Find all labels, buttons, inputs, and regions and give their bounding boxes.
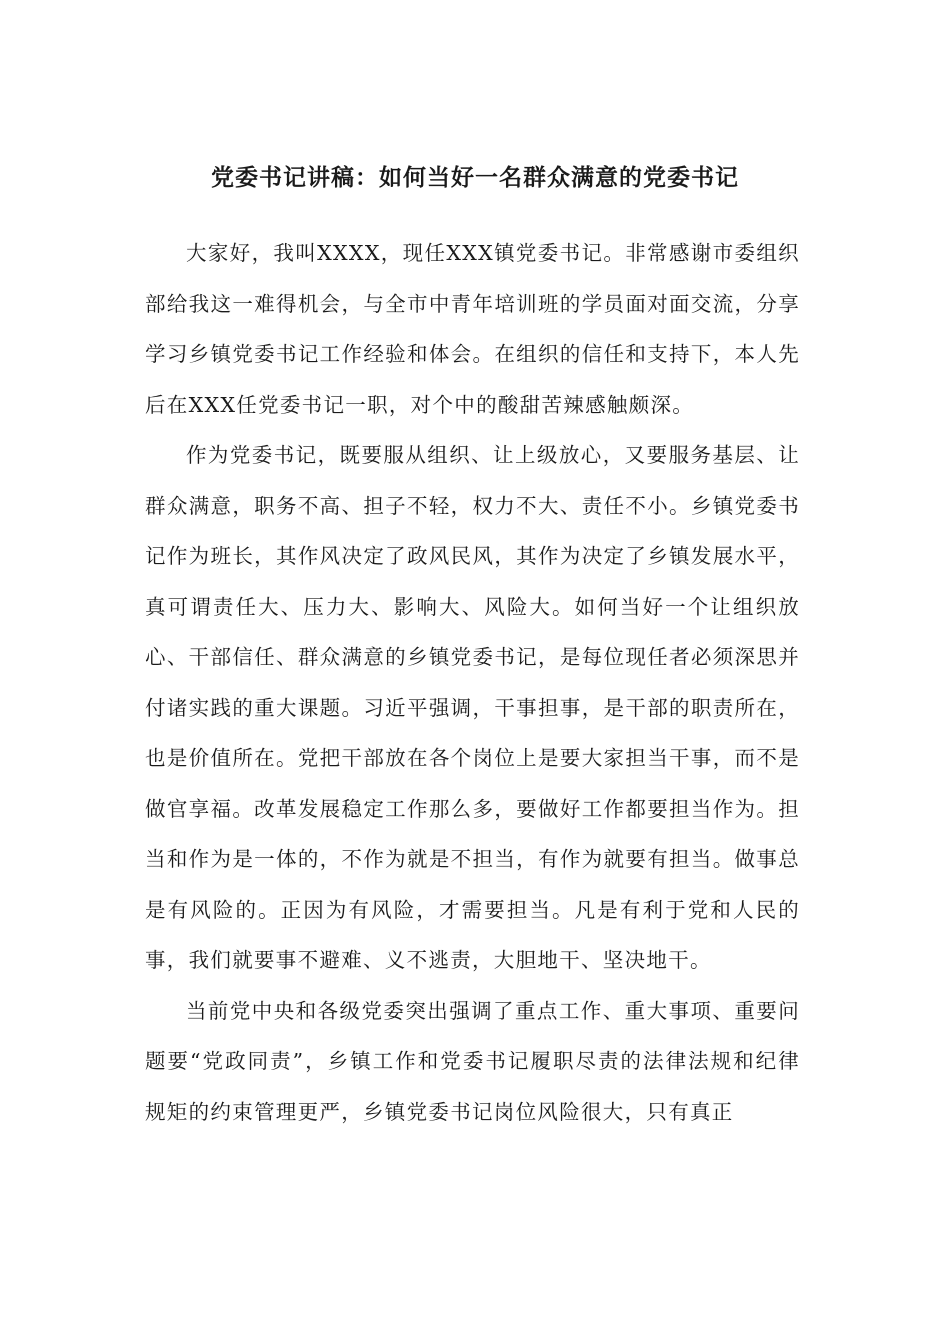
page-title: 党委书记讲稿：如何当好一名群众满意的党委书记 xyxy=(211,164,739,191)
paragraph-role: 作为党委书记，既要服从组织、让上级放心，又要服务基层、让群众满意，职务不高、担子不轻，权力不大、责任不小。乡镇党委书记作为班长，其作风决定了政风民风，其作为决定了乡镇发展水平，真可谓责任大、压力大、影响大、风险大。如何当好一个让组织放心、干部信任、群众满意的乡镇党委书记，是每位现任者必须深思并付诸实践的重大课题。习近平强调，干事担事，是干部的职责所在，也是价值所在。党把干部放在各个岗位上是要大家担当干事，而不是做官享福。改革发展稳定工作那么多，要做好工作都要担当作为。担当和作为是一体的，不作为就是不担当，有作为就要有担当。做事总是有风险的。正因为有风险，才需要担当。凡是有利于党和人民的事，我们就要事不避难、义不逃责，大胆地干、坚决地干。 xyxy=(145,443,800,972)
paragraph-intro: 大家好，我叫XXXX，现任XXX镇党委书记。非常感谢市委组织部给我这一难得机会，与全市中青年培训班的学员面对面交流，分享学习乡镇党委书记工作经验和体会。在组织的信任和支持下，本人先后在XXX任党委书记一职，对个中的酸甜苦辣感触颇深。 xyxy=(145,241,800,417)
document-body xyxy=(145,228,800,1137)
paragraph-responsibility: 当前党中央和各级党委突出强调了重点工作、重大事项、重要问题要“党政同责”，乡镇工作和党委书记履职尽责的法律法规和纪律规矩的约束管理更严，乡镇党委书记岗位风险很大，只有真正 xyxy=(145,998,800,1124)
